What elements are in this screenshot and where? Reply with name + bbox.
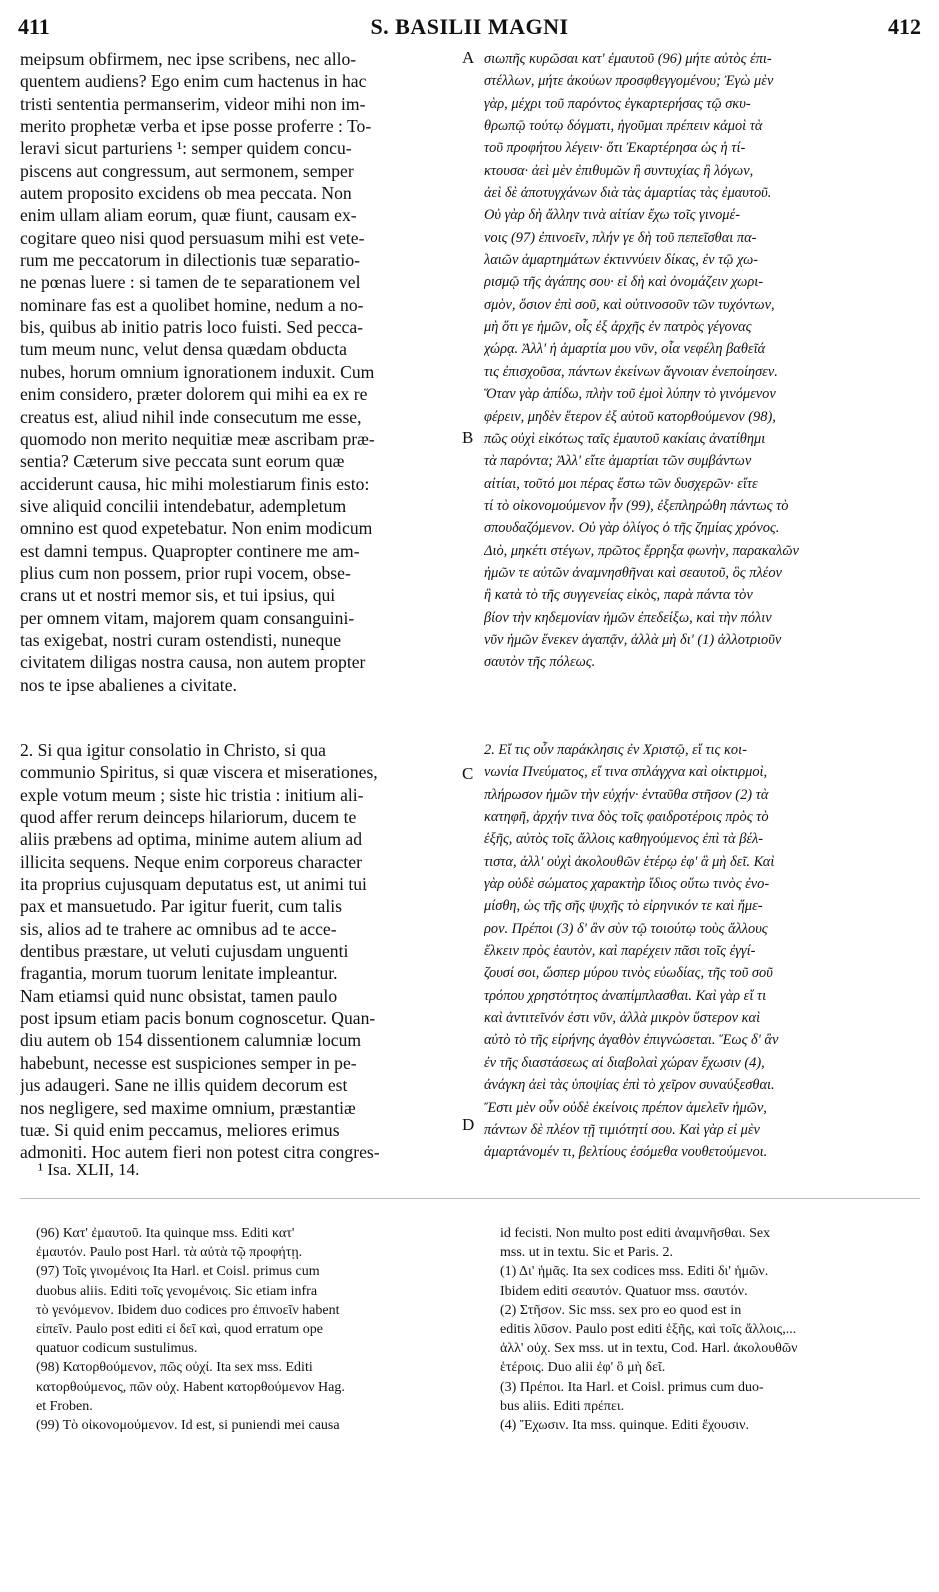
- footnote-divider: [20, 1198, 920, 1199]
- latin-text-line: tum meum nunc, velut densa quædam obducta: [20, 339, 347, 360]
- page-header: [18, 14, 921, 44]
- margin-marker-b: B: [462, 428, 474, 447]
- note-line: ἀλλ' οὐχ. Sex mss. ut in textu, Cod. Harl. ἀκολουθῶν: [500, 1341, 798, 1357]
- latin-text-line: sive aliquid concilii intendebatur, adempletum: [20, 495, 347, 516]
- latin-text-line: autem proposito excidens ob mea peccata. Non: [20, 183, 352, 204]
- greek-text-line: Διὸ, μηκέτι στέγων, πρῶτος ἔρρηξα φωνὴν, παρακαλῶν: [484, 542, 799, 559]
- latin-column-section-2: [20, 739, 460, 1164]
- latin-column-section-1: [20, 48, 460, 696]
- greek-text-line: νοις (97) ἐπινοεῖν, πλήν γε δὴ τοῦ πεπεῖσθαι πα-: [484, 229, 757, 246]
- greek-text-line: τὰ παρόντα; Ἀλλ' εἴτε ἁμαρτίαι τῶν συμβάντων: [484, 453, 752, 470]
- latin-text-line: crans ut et nostri memor sis, et tui ipsius, qui: [20, 585, 336, 606]
- latin-text-line: quomodo non merito nequitiæ meæ ascribam præ-: [20, 428, 375, 449]
- latin-text-line: meipsum obfirmem, nec ipse scribens, nec allo-: [20, 49, 357, 69]
- note-line: (98) Κατορθούμενον, πῶς οὐχί. Ita sex mss. Editi: [36, 1360, 313, 1376]
- latin-text-line: merito prophetæ verba et ipse posse proferre : To-: [20, 116, 372, 137]
- latin-text-line: admoniti. Hoc autem fieri non potest citra congres-: [20, 1142, 380, 1163]
- note-line: id fecisti. Non multo post editi ἀναμνῆσθαι. Sex: [500, 1226, 771, 1241]
- greek-text-line: ρον. Πρέποι (3) δ' ἂν σὺν τῷ τοιούτῳ τοὺς ἄλλους: [484, 920, 768, 937]
- note-line: (3) Πρέποι. Ita Harl. et Coisl. primus cum duo-: [500, 1379, 764, 1395]
- note-line: editis λῦσον. Paulo post editi ἑξῆς, καὶ τοῖς ἄλλοις,...: [500, 1321, 797, 1337]
- greek-text-line: σπουδαζόμενον. Οὐ γὰρ ὀλίγος ὁ τῆς ζημίας χρόνος.: [484, 520, 780, 537]
- note-line: mss. ut in textu. Sic et Paris. 2.: [500, 1245, 674, 1261]
- latin-text-line: tuæ. Si quid enim peccamus, meliores erimus: [20, 1119, 340, 1140]
- latin-text-line: enim ullam aliam eorum, quæ fiunt, causam ex-: [20, 205, 357, 226]
- latin-text-line: Nam etiamsi quid nunc obsistat, tamen paulo: [20, 985, 338, 1006]
- latin-text-line: enim considero, præter dolorem qui mihi ea ex re: [20, 384, 368, 405]
- latin-text-line: habebunt, necesse est suspiciones semper in pe-: [20, 1052, 357, 1073]
- greek-text-line: μὴ ὅτι γε ἡμῶν, οἷς ἐξ ἀρχῆς ἐν πατρὸς γέγονας: [484, 319, 752, 336]
- latin-text-line: aliis præbens ad optima, minime autem alium ad: [20, 829, 363, 850]
- note-line: ἑτέροις. Duo alii ἐφ' ὃ μὴ δεῖ.: [500, 1360, 666, 1376]
- note-line: εἰπεῖν. Paulo post editi εἰ δεῖ καὶ, quod erratum ope: [36, 1321, 323, 1337]
- greek-text-line: ἀνάγκη ἀεὶ τὰς ὑποψίας ἐπὶ τὸ χεῖρον συναύξεσθαι.: [484, 1077, 775, 1094]
- right-page-number: 412: [888, 14, 921, 39]
- greek-text-line: νῦν ἡμῶν ἕνεκεν ἀγαπᾷν, ἀλλὰ μὴ δι' (1) ἀλλοτριοῦν: [484, 631, 782, 648]
- greek-text-line: ρισμῷ τῆς ἀγάπης σου· εἰ δὴ καὶ ὀνομάζειν χωρι-: [484, 274, 764, 291]
- greek-text-line: κατηφῆ, ἀρχήν τινα δὸς τοῖς φαιδροτέροις πρὸς τὸ: [484, 809, 769, 826]
- greek-text-line: πάντων δὲ πλέον τῇ τιμιότητί σου. Καὶ γὰρ εἰ μὲν: [484, 1121, 760, 1138]
- margin-marker-d: D: [462, 1115, 475, 1134]
- latin-text-line: tas exigebat, nostri curam ostendisti, nuneque: [20, 629, 342, 650]
- greek-text-line: στέλλων, μήτε ἀκούων προσφθεγγομένου; Ἐγὼ μὲν: [484, 73, 774, 90]
- scripture-footnote: ¹ Isa. XLII, 14.: [38, 1160, 140, 1179]
- note-line: et Froben.: [36, 1398, 93, 1414]
- latin-text-line: creatus est, aliud nihil inde consecutum me esse,: [20, 406, 362, 427]
- latin-text-line: 2. Si qua igitur consolatio in Christo, si qua: [20, 740, 326, 760]
- note-line: (96) Κατ' ἐμαυτοῦ. Ita quinque mss. Editi κατ': [36, 1226, 295, 1241]
- latin-text-line: dentibus præstare, ut veluti cujusdam unguenti: [20, 941, 349, 962]
- greek-text-line: γὰρ, μέχρι τοῦ παρόντος ἐγκαρτερήσας τῷ σκυ-: [484, 95, 751, 112]
- margin-marker-c: C: [462, 764, 474, 783]
- greek-text-line: σιωπῆς κυρῶσαι κατ' ἐμαυτοῦ (96) μήτε αὐτὸς ἐπι-: [484, 51, 772, 67]
- note-line: (1) Δι' ἡμᾶς. Ita sex codices mss. Editi δι' ἡμῶν.: [500, 1264, 769, 1280]
- greek-text-line: λαιῶν ἁμαρτημάτων ἐκτιννύειν δίκας, ἐν τῷ χω-: [484, 252, 759, 269]
- note-line: (99) Τὸ οἰκονομούμενον. Id est, si puniendi mei causa: [36, 1417, 340, 1433]
- greek-text-line: τοῦ προφήτου λέγειν· ὅτι Ἐκαρτέρησα ὡς ἡ τί-: [484, 140, 746, 157]
- latin-text-line: diu autem ob 154 dissentionem calumniæ locum: [20, 1030, 362, 1051]
- greek-text-line: Ἔστι μὲν οὖν οὐδὲ ἐκείνοις πρέπον ἀμελεῖν ἡμῶν,: [484, 1099, 767, 1116]
- latin-text-line: nos negligere, sed maxime omnium, præstantiæ: [20, 1097, 356, 1118]
- latin-text-line: nubes, horum omnium ignorationem induxit. Cum: [20, 361, 375, 382]
- latin-text-line: quod affer rerum deinceps hilariorum, ducem te: [20, 807, 357, 828]
- greek-text-line: τις ἐπισχοῦσα, πάντων ἐκείνων ἄγνοιαν ἐνεποίησεν.: [484, 363, 778, 380]
- latin-text-line: cogitare queo nisi quod persuasum mihi est vete-: [20, 227, 365, 248]
- latin-text-line: leravi sicut parturiens ¹: semper quidem concu-: [20, 138, 352, 159]
- latin-text-line: bis, quibus ab initio patris loco fuisti. Sed pecca-: [20, 317, 364, 338]
- greek-text-line: νωνία Πνεύματος, εἴ τινα σπλάγχνα καὶ οἰκτιρμοὶ,: [484, 764, 768, 781]
- greek-text-line: πλήρωσον ἡμῶν τὴν εὐχήν· ἐνταῦθα στῆσον (2) τὰ: [484, 786, 769, 803]
- greek-text-line: πῶς οὐχὶ εἰκότως ταῖς ἐμαυτοῦ κακίαις ἀνατίθημι: [484, 430, 766, 447]
- latin-text-line: acciderunt causa, hic mihi molestiarum finis esto:: [20, 473, 370, 494]
- greek-text-line: ἑξῆς, αὐτὸς τοῖς ἄλλοις καθηγούμενος ἐπὶ τὰ βέλ-: [484, 831, 764, 848]
- margin-marker-a: A: [462, 48, 475, 67]
- greek-text-line: ἐν τῆς διαστάσεως αἱ διαβολαὶ χώραν ἔχωσιν (4),: [484, 1054, 765, 1071]
- greek-text-line: Οὐ γὰρ δὴ ἄλλην τινὰ αἰτίαν ἔχω τοῖς γινομέ-: [484, 207, 740, 224]
- note-line: Ibidem editi σεαυτόν. Quatuor mss. σαυτόν.: [500, 1283, 748, 1299]
- critical-notes-left: [36, 1224, 466, 1435]
- latin-text-line: sis, alios ad te trahere ac omnibus ad te acce-: [20, 918, 337, 939]
- latin-text-line: piscens aut congressum, aut sermonem, semper: [20, 160, 354, 181]
- latin-text-line: illicita sequens. Neque enim corporeus character: [20, 851, 362, 872]
- latin-text-line: jus adaugeri. Sane ne illis quidem decorum est: [20, 1075, 348, 1096]
- latin-text-line: post ipsum etiam pacis bonum cognoscetur. Quan-: [20, 1008, 376, 1029]
- greek-text-line: αὐτὸ τὸ τῆς εἰρήνης ἀγαθὸν ἐπιγνώσεται. Ἕως δ' ἂν: [484, 1032, 779, 1049]
- greek-text-line: ζουσί σοι, ὥσπερ μύρου τινὸς εὐωδίας, τῆς τοῦ σοῦ: [484, 965, 773, 982]
- greek-text-line: ἕλκειν πρὸς ἑαυτὸν, καὶ παρέχειν πᾶσι τοῖς ἐγγί-: [484, 943, 756, 960]
- note-line: τὸ γενόμενον. Ibidem duo codices pro ἐπινοεῖν habent: [36, 1302, 340, 1318]
- greek-text-line: χώρᾳ. Ἀλλ' ἡ ἁμαρτία μου νῦν, οἷα νεφέλη βαθεῖά: [484, 341, 766, 358]
- critical-notes-right: [500, 1224, 910, 1435]
- latin-text-line: omnino est quod expetebatur. Non enim modicum: [20, 518, 373, 539]
- latin-text-line: nominare fas est a quolibet homine, nedum a no-: [20, 294, 364, 315]
- greek-text-line: σαυτὸν τῆς πόλεως.: [484, 654, 596, 671]
- greek-text-line: τιστα, ἀλλ' οὐχὶ ἀκολουθῶν ἑτέρῳ ἐφ' ἃ μὴ δεῖ. Καὶ: [484, 853, 775, 870]
- latin-text-line: fragantia, morum tuorum lenitate impleantur.: [20, 963, 338, 984]
- greek-text-line: Ὅταν γὰρ ἀπίδω, πλὴν τοῦ ἐμοὶ λύπην τὸ γινόμενον: [484, 386, 776, 403]
- latin-text-line: rum me peccatorum in dilectionis tuæ separatio-: [20, 250, 361, 271]
- latin-text-line: sentia? Cæterum sive peccata sunt eorum quæ: [20, 451, 345, 472]
- note-line: (97) Τοῖς γινομένοις Ita Harl. et Coisl. primus cum: [36, 1264, 320, 1280]
- latin-text-line: exple votum meum ; siste hic tristia : initium ali-: [20, 784, 364, 805]
- note-line: quatuor codicum sustulimus.: [36, 1341, 198, 1357]
- note-line: (4) Ἔχωσιν. Ita mss. quinque. Editi ἔχουσιν.: [500, 1417, 749, 1433]
- latin-text-line: est damni tempus. Quapropter continere me am-: [20, 540, 360, 561]
- greek-text-line: βίον τὴν κηδεμονίαν ἡμῶν ἐπεδείξω, καὶ τὴν πόλιν: [484, 609, 772, 626]
- latin-text-line: per omnem vitam, majorem quam consanguini-: [20, 607, 355, 628]
- greek-text-line: σμὸν, ὅσιον ἐπὶ σοῦ, καὶ οὑτινοσοῦν τῶν τυχόντων,: [484, 296, 775, 313]
- greek-text-line: φέρειν, μηδὲν ἕτερον ἐξ αὐτοῦ κατορθούμενον (98),: [484, 408, 776, 425]
- greek-column-section-2: [484, 739, 904, 1164]
- greek-text-line: γὰρ οὐδὲ σώματος χαρακτὴρ ἴδιος οὕτω τινὸς ἐνο-: [484, 876, 770, 893]
- greek-text-line: αἰτίαι, τοῦτό μοι πέρας ἔστω τῶν δυσχερῶν· εἴτε: [484, 475, 758, 492]
- latin-text-line: ita proprius cujusquam deputatus est, ut animi tui: [20, 874, 367, 895]
- left-page-number: 411: [18, 14, 50, 39]
- greek-text-line: κτουσα· ἀεὶ μὲν ἐπιθυμῶν ἢ συντυχίας ἢ λόγων,: [484, 162, 754, 179]
- greek-text-line: μίσθη, ὡς τῆς σῆς ψυχῆς τὸ εἰρηνικόν τε καὶ ἥμε-: [484, 898, 763, 915]
- greek-text-line: θρωπῷ τούτῳ δόγματι, ἡγοῦμαι πρέπειν κἀμοὶ τὰ: [484, 118, 763, 135]
- note-line: duobus aliis. Editi τοῖς γενομένοις. Sic etiam infra: [36, 1283, 318, 1299]
- greek-text-line: τρόπου χρηστότητος ἀναπίμπλασθαι. Καὶ γὰρ εἴ τι: [484, 987, 767, 1004]
- greek-text-line: καὶ ἀντιτεῖνόν ἐστι νῦν, ἀλλὰ μικρὸν ὕστερον καὶ: [484, 1010, 761, 1027]
- latin-text-line: quentem audiens? Ego enim cum hactenus in hac: [20, 71, 367, 92]
- greek-text-line: τί τὸ οἰκονομούμενον ἦν (99), ἐξεπληρώθη πάντως τὸ: [484, 497, 789, 514]
- note-line: ἐμαυτόν. Paulo post Harl. τὰ αὐτὰ τῷ προφήτῃ.: [36, 1245, 303, 1261]
- latin-text-line: pax et mansuetudo. Par igitur fuerit, cum talis: [20, 896, 342, 917]
- running-title: S. BASILII MAGNI: [370, 14, 569, 39]
- latin-text-line: civitatem diligas nostra causa, non autem propter: [20, 652, 366, 673]
- greek-text-line: ἁμαρτάνομέν τι, βελτίους ἐσόμεθα νουθετούμενοι.: [484, 1144, 768, 1161]
- greek-text-line: ἡμῶν τε αὐτῶν ἀναμνησθῆναι καὶ σεαυτοῦ, ὃς πλέον: [484, 564, 782, 581]
- latin-text-line: communio Spiritus, si quæ viscera et miserationes,: [20, 762, 378, 783]
- greek-column-section-1: [484, 48, 904, 674]
- note-line: κατορθούμενος, πῶν οὐχ. Habent κατορθούμενον Hag.: [36, 1379, 345, 1395]
- latin-text-line: tristi sententia permanserim, videor mihi non im-: [20, 93, 366, 114]
- latin-text-line: nos te ipse abalienes a civitate.: [20, 674, 237, 695]
- greek-text-line: ἀεὶ δὲ ἀποτυγχάνων διὰ τὰς ἁμαρτίας τὰς ἐμαυτοῦ.: [484, 185, 772, 202]
- note-line: bus aliis. Editi πρέπει.: [500, 1398, 625, 1414]
- latin-text-line: ne pœnas luere : si tamen de te separationem vel: [20, 272, 361, 293]
- greek-text-line: 2. Εἴ τις οὖν παράκλησις ἐν Χριστῷ, εἴ τις κοι-: [484, 742, 747, 758]
- note-line: (2) Στῆσον. Sic mss. sex pro eo quod est in: [500, 1302, 742, 1318]
- latin-text-line: plius cum non possem, prior rupi vocem, obse-: [20, 562, 351, 583]
- greek-text-line: ἢ κατὰ τὸ τῆς συγγενείας εἰκὸς, παρὰ πάντα τὸν: [484, 587, 753, 604]
